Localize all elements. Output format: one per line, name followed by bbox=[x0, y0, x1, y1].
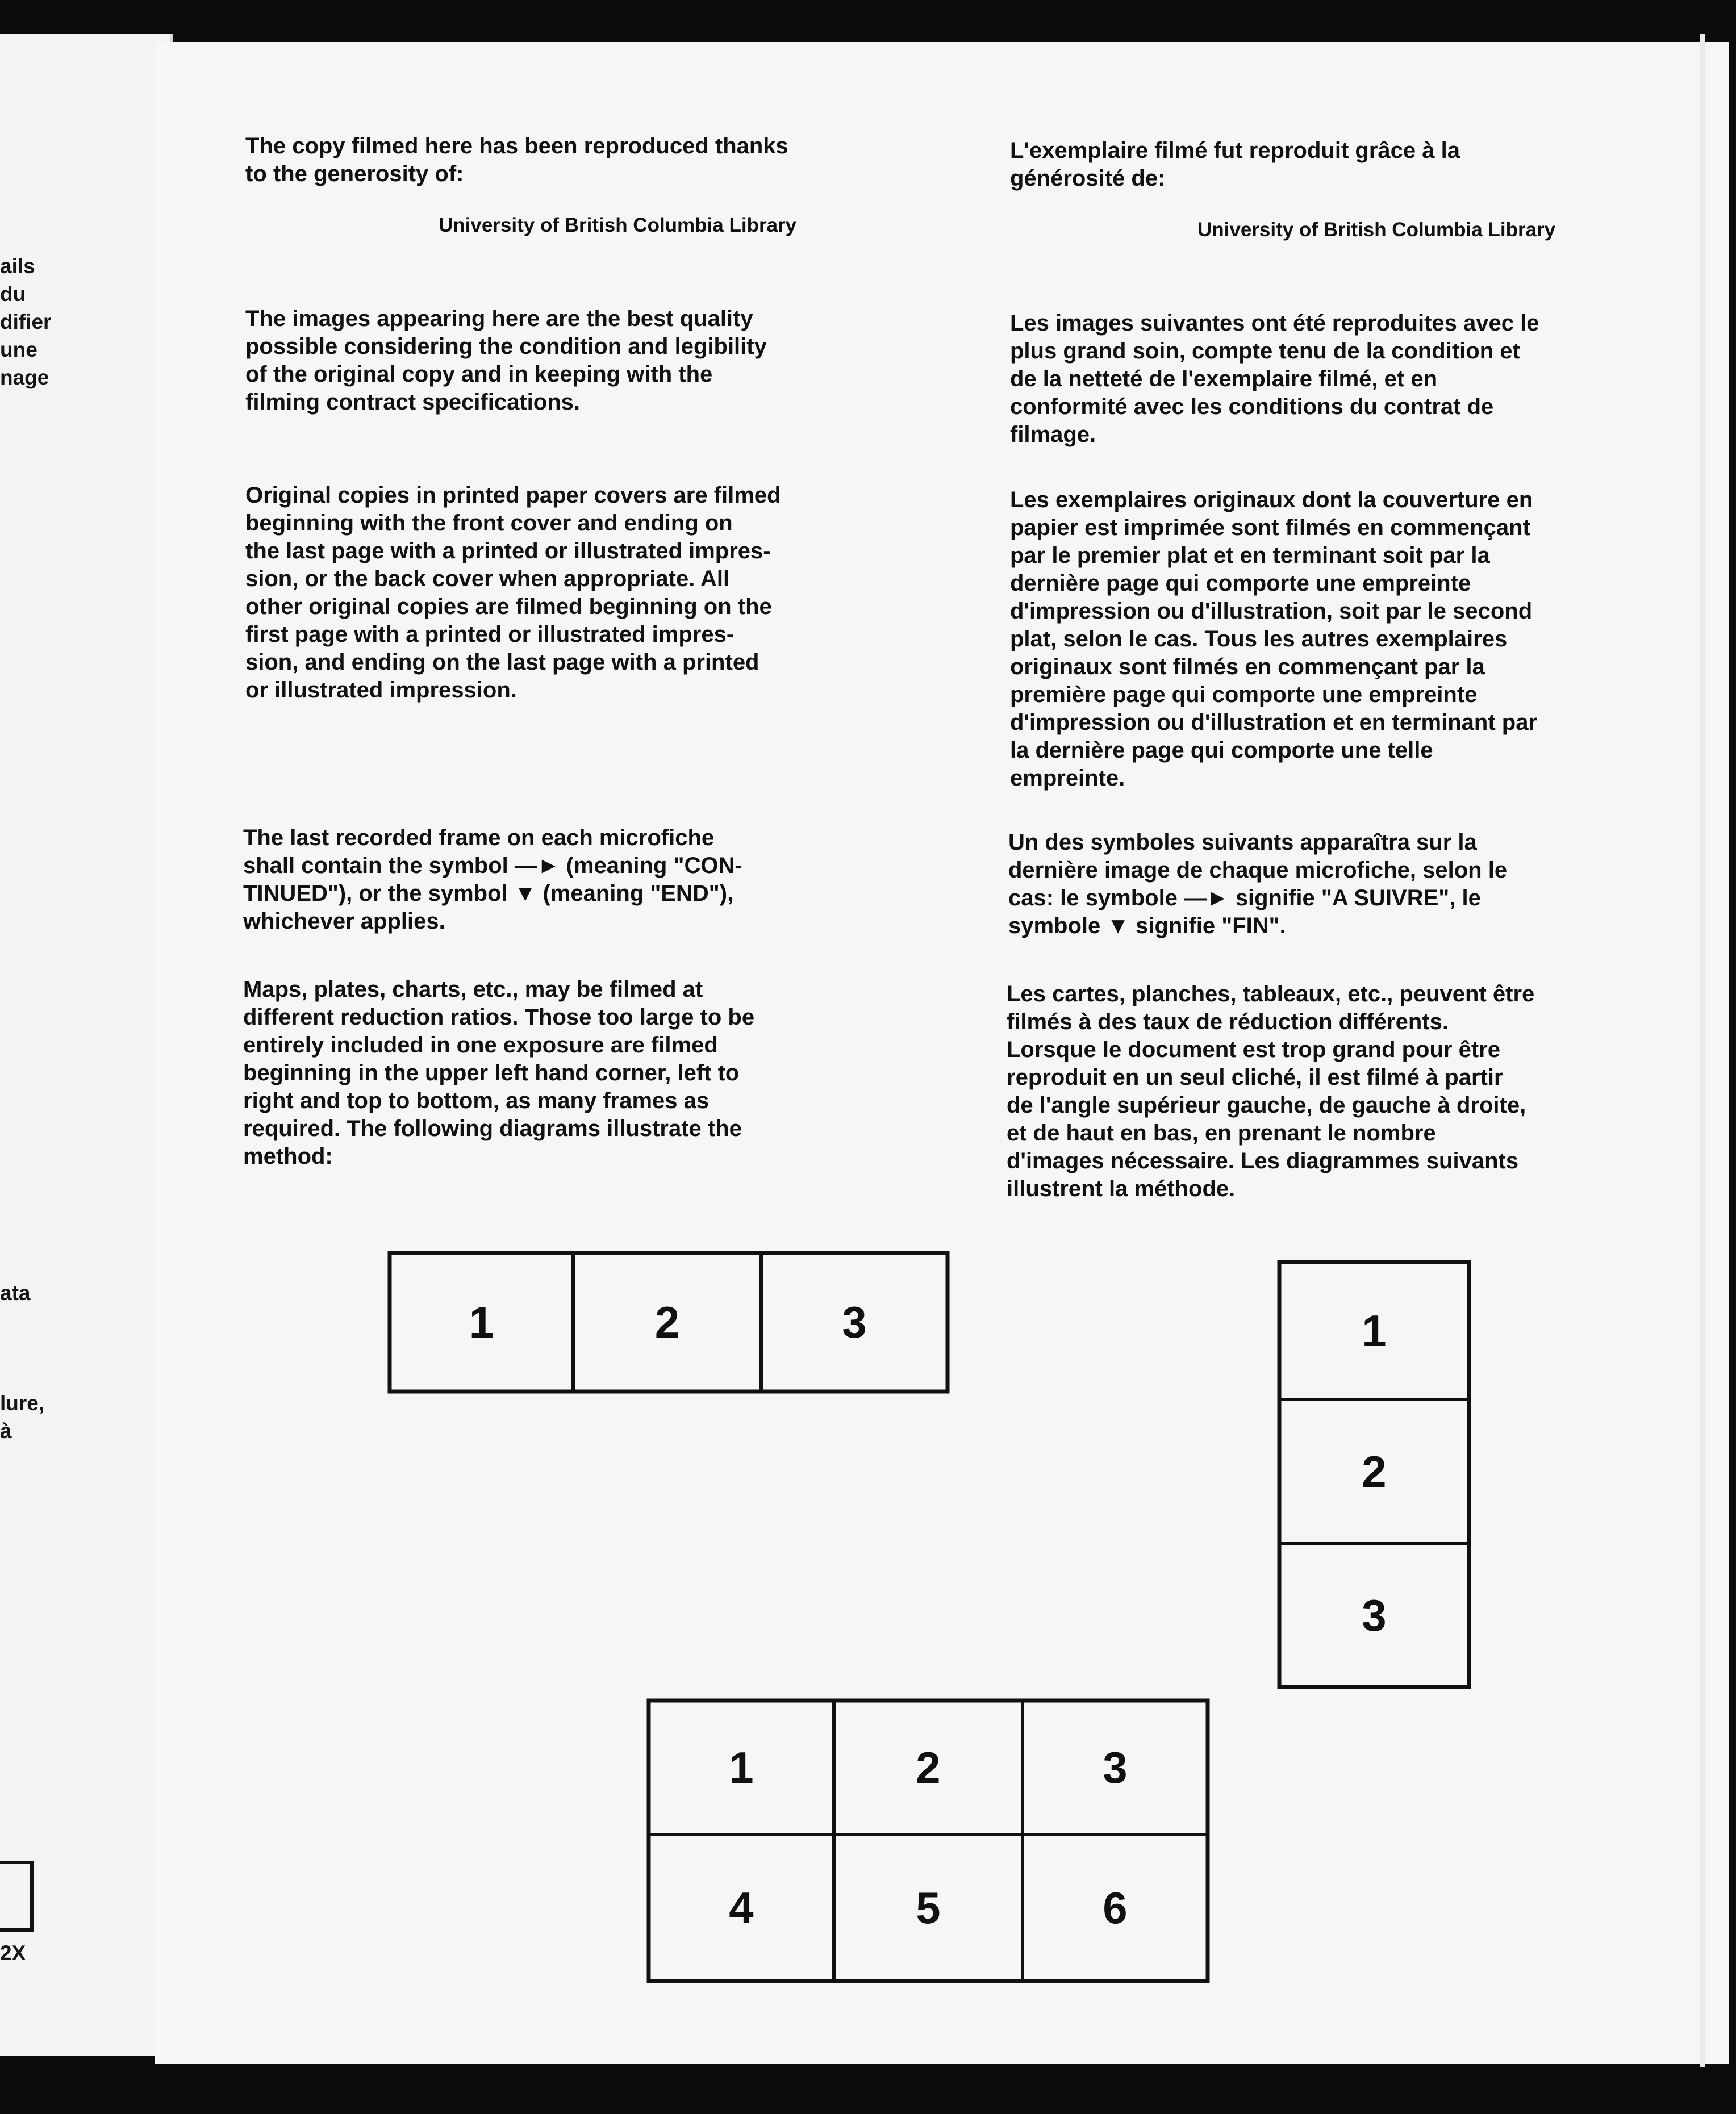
diagram-frame-number: 1 bbox=[469, 1297, 494, 1347]
diagram-frame-number: 6 bbox=[1103, 1882, 1128, 1933]
diagram-frame-number: 5 bbox=[916, 1882, 941, 1933]
french-maps-paragraph: Les cartes, planches, tableaux, etc., peuvent être filmés à des taux de réduction différents. Lorsque le document est trop grand pour être reproduit en un seul cliché, il est filmé à partir de l'angle supérieur gauche, de gauche à droite, et de haut en bas, en prenant le nombre d'images nécessaire. Les diagrammes suivants illustrent la méthode. bbox=[1007, 981, 1535, 1201]
english-quality-paragraph: The images appearing here are the best quality possible considering the condition and legibility of the original copy and in keeping with the filming contract specifications. bbox=[245, 306, 767, 415]
prev-page-fragment-block: lure, à bbox=[0, 1392, 45, 1443]
diagram-grid-frames bbox=[646, 1698, 1210, 1983]
reduction-ratio-box bbox=[0, 1861, 36, 1936]
english-library-name: University of British Columbia Library bbox=[439, 214, 797, 236]
diagram-frame-number: 1 bbox=[729, 1742, 754, 1793]
english-generosity: The copy filmed here has been reproduced thanks to the generosity of: bbox=[245, 133, 788, 186]
reduction-ratio-label: 2X bbox=[0, 1941, 26, 1965]
diagram-frame-number: 2 bbox=[654, 1297, 680, 1347]
diagram-frame-number: 2 bbox=[1362, 1446, 1387, 1497]
diagram-frame-number: 1 bbox=[1362, 1305, 1387, 1356]
english-symbols-paragraph: The last recorded frame on each microfiche shall contain the symbol —► (meaning "CON- TINUED"), or the symbol ▼ (meaning "END"), whichever applies. bbox=[243, 825, 742, 934]
diagram-vertical-frames bbox=[1277, 1260, 1471, 1689]
french-symbols-paragraph: Un des symboles suivants apparaîtra sur la dernière image de chaque microfiche, selon le cas: le symbole —► signifie "A SUIVRE", le symbole ▼ signifie "FIN". bbox=[1008, 830, 1508, 938]
prev-page-fragment-block: ails du difier une nage bbox=[0, 254, 52, 389]
diagram-horizontal-frames bbox=[387, 1251, 950, 1394]
diagram-frame-number: 3 bbox=[842, 1297, 867, 1347]
french-originals-paragraph: Les exemplaires originaux dont la couverture en papier est imprimée sont filmés en commençant par le premier plat et en terminant soit par la dernière page qui comporte une empreinte d'impression ou d'illustration, soit par le second plat, selon le cas. Tous les autres exemplaires originaux sont filmés en commençant par la première page qui comporte une empreinte d'impression ou d'illustration et en terminant par la dernière page qui comporte une telle empreinte. bbox=[1010, 487, 1538, 791]
french-quality-paragraph: Les images suivantes ont été reproduites avec le plus grand soin, compte tenu de la condition et de la netteté de l'exemplaire filmé, et en conformité avec les conditions du contrat de filmage. bbox=[1010, 311, 1539, 447]
french-library-name: University of British Columbia Library bbox=[1197, 219, 1556, 241]
prev-page-fragment-block: ata bbox=[0, 1281, 31, 1305]
diagram-frame-number: 3 bbox=[1103, 1742, 1128, 1793]
english-originals-paragraph: Original copies in printed paper covers are filmed beginning with the front cover and ending on the last page with a printed or illustrated impres- sion, or the back cover when appropriate. All other original copies are filmed beginning on the first page with a printed or illustrated impres- sion, and ending on the last page with a printed or illustrated impression. bbox=[245, 483, 781, 703]
page-right-edge bbox=[1700, 34, 1705, 2067]
french-generosity: L'exemplaire filmé fut reproduit grâce à la générosité de: bbox=[1010, 138, 1460, 191]
diagram-frame-number: 2 bbox=[916, 1742, 941, 1793]
diagram-frame-number: 4 bbox=[729, 1882, 754, 1933]
diagram-frame-number: 3 bbox=[1362, 1590, 1387, 1640]
english-maps-paragraph: Maps, plates, charts, etc., may be filmed at different reduction ratios. Those too large to be entirely included in one exposure are filmed beginning in the upper left hand corner, left to right and top to bottom, as many frames as required. The following diagrams illustrate the method: bbox=[243, 977, 755, 1169]
